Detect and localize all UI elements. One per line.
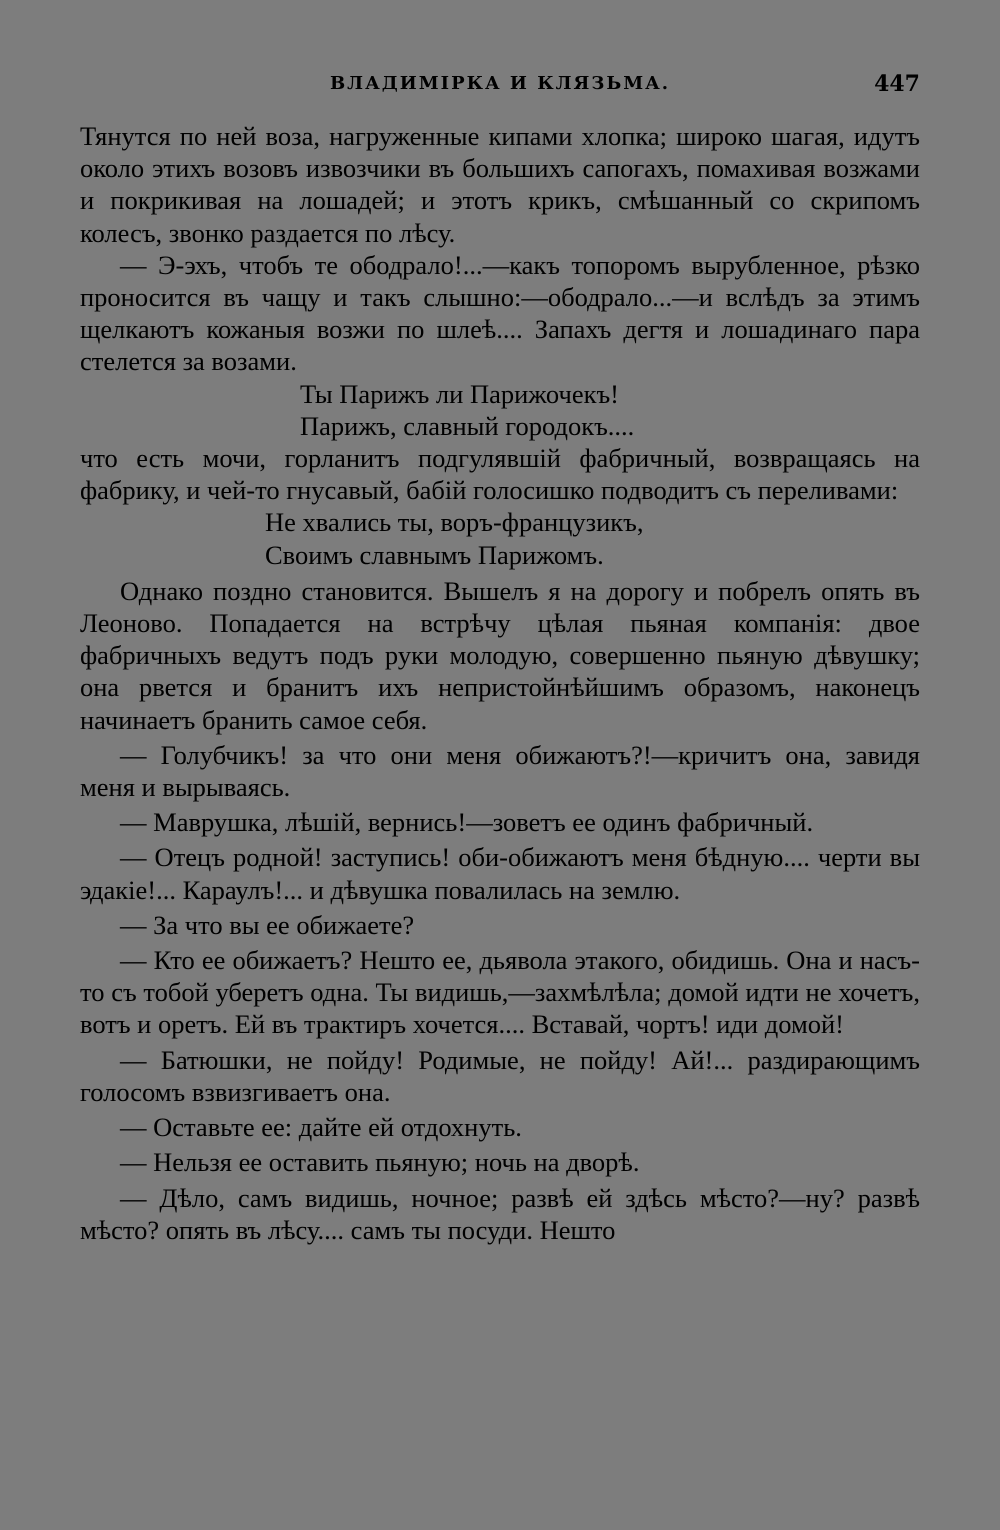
verse-line: Своимъ славнымъ Парижомъ. [265, 539, 604, 570]
paragraph: — Э-эхъ, чтобъ те ободрало!...—какъ топоромъ вырубленное, рѣзко проносится въ чащу и такъ слышно:—ободрало...—и вслѣдъ за этимъ щелкаютъ кожаныя возжи по шлеѣ.... Запахъ дегтя и лошадинаго пара стелется за возами. [80, 249, 920, 377]
paragraph: — Маврушка, лѣшій, вернись!—зоветъ ее одинъ фабричный. [120, 807, 814, 838]
paragraph: — Голубчикъ! за что они меня обижаютъ?!—кричитъ она, завидя меня и вырываясь. [80, 739, 920, 803]
paragraph: — Дѣло, самъ видишь, ночное; развѣ ей здѣсь мѣсто?—ну? развѣ мѣсто? опять въ лѣсу.... самъ ты посуди. Нешто [80, 1182, 920, 1245]
page-number: 447 [874, 71, 920, 97]
verse-line: Не хвались ты, воръ-французикъ, [265, 507, 644, 538]
paragraph: — Нельзя ее оставить пьяную; ночь на дворѣ. [120, 1147, 640, 1178]
verse-line: Парижъ, славный городокъ.... [300, 410, 635, 441]
body-text [80, 120, 920, 1246]
verse-stanza [80, 378, 920, 442]
verse-stanza [80, 506, 920, 570]
paragraph: что есть мочи, горланитъ подгулявшій фабричный, возвращаясь на фабрику, и чей-то гнусавый, бабій голосишко подводитъ съ переливами: [80, 443, 920, 506]
paragraph: — Отецъ родной! заступись! оби-обижаютъ меня бѣдную.... черти вы эдакіе!... Караулъ!... и дѣвушка повалилась на землю. [80, 842, 920, 905]
paragraph: Однако поздно становится. Вышелъ я на дорогу и побрелъ опять въ Леоново. Попадается на встрѣчу цѣлая пьяная компанія: двое фабричныхъ ведутъ подъ руки молодую, совершенно пьяную дѣвушку; она рвется и бранитъ ихъ непристойнѣйшимъ образомъ, наконецъ начинаетъ бранить самое себя. [80, 575, 920, 735]
paragraph: — Кто ее обижаетъ? Нешто ее, дьявола этакого, обидишь. Она и насъ-то съ тобой уберетъ одна. Ты видишь,—захмѣлѣла; домой идти не хочетъ, вотъ и оретъ. Ей въ трактиръ хочется.... Вставай, чортъ! иди домой! [80, 945, 920, 1040]
paragraph: — Оставьте ее: дайте ей отдохнуть. [120, 1112, 522, 1143]
paragraph: Тянутся по ней воза, нагруженные кипами хлопка; широко шагая, идутъ около этихъ возовъ извозчики въ большихъ сапогахъ, помахивая возжами и покрикивая на лошадей; и этотъ крикъ, смѣшанный со скрипомъ колесъ, звонко раздается по лѣсу. [80, 121, 920, 248]
paragraph: — Батюшки, не пойду! Родимые, не пойду! Ай!... раздирающимъ голосомъ взвизгиваетъ она. [80, 1044, 920, 1107]
page-header [80, 66, 920, 102]
running-title: ВЛАДИМІРКА И КЛЯЗЬМА. [329, 73, 671, 94]
paragraph: — За что вы ее обижаете? [120, 909, 415, 940]
verse-line: Ты Парижъ ли Парижочекъ! [300, 378, 619, 409]
